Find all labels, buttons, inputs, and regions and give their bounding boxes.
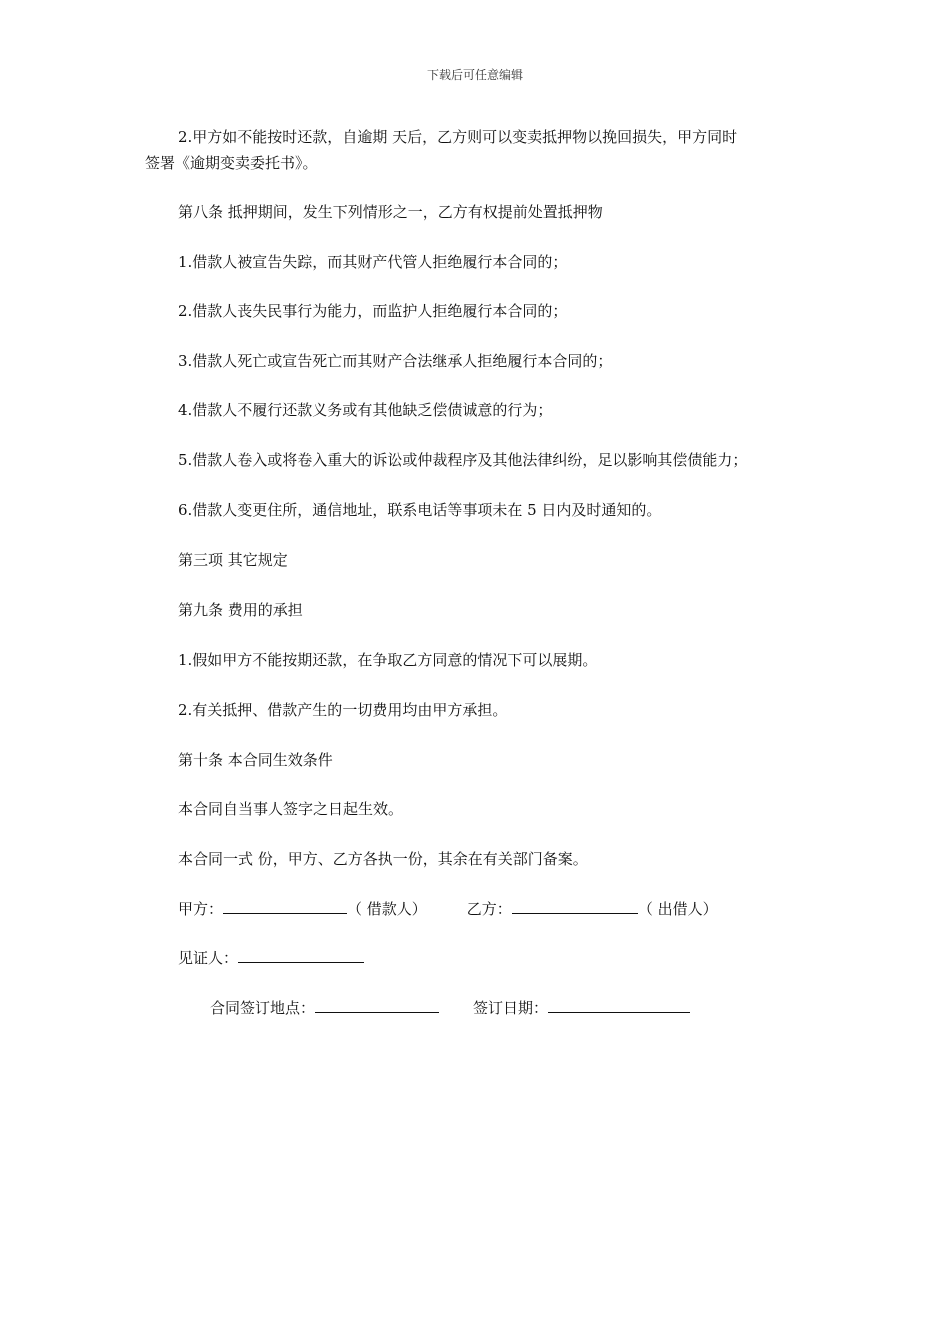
signing-place-blank[interactable] — [315, 998, 439, 1013]
signing-date-blank[interactable] — [548, 998, 690, 1013]
party-a-label: 甲方： — [178, 900, 224, 918]
signing-date-label: 签订日期： — [473, 999, 549, 1017]
clause-7-2-line-1: 2.甲方如不能按时还款，自逾期 天后，乙方则可以变卖抵押物以挽回损失，甲方同时 — [178, 128, 738, 146]
article-8-item-5: 5.借款人卷入或将卷入重大的诉讼或仲裁程序及其他法律纠纷，足以影响其偿债能力； — [178, 451, 748, 469]
party-a-signature-blank[interactable] — [223, 899, 347, 914]
article-8-heading: 第八条 抵押期间，发生下列情形之一，乙方有权提前处置抵押物 — [178, 203, 603, 221]
article-8-item-3: 3.借款人死亡或宣告死亡而其财产合法继承人拒绝履行本合同的； — [178, 352, 613, 370]
article-8-item-1: 1.借款人被宣告失踪，而其财产代管人拒绝履行本合同的； — [178, 253, 568, 271]
section-3-heading: 第三项 其它规定 — [178, 551, 288, 569]
witness-label: 见证人： — [178, 949, 239, 967]
party-b-signature-blank[interactable] — [512, 899, 638, 914]
article-8-item-2: 2.借款人丧失民事行为能力，而监护人拒绝履行本合同的； — [178, 302, 568, 320]
article-9-item-2: 2.有关抵押、借款产生的一切费用均由甲方承担。 — [178, 701, 508, 719]
party-a-role: （ 借款人） — [347, 900, 427, 918]
place-date-row — [210, 997, 690, 1019]
witness-signature-blank[interactable] — [238, 948, 364, 963]
article-10-text-2: 本合同一式 份，甲方、乙方各执一份，其余在有关部门备案。 — [178, 850, 588, 868]
article-10-heading: 第十条 本合同生效条件 — [178, 751, 333, 769]
article-9-item-1: 1.假如甲方不能按期还款，在争取乙方同意的情况下可以展期。 — [178, 651, 598, 669]
clause-7-2-line-2: 签署《逾期变卖委托书》。 — [145, 154, 318, 172]
party-b-label: 乙方： — [466, 900, 512, 918]
witness-row — [178, 947, 364, 969]
party-signature-row — [178, 898, 718, 920]
signing-place-label: 合同签订地点： — [210, 999, 316, 1017]
article-8-item-6: 6.借款人变更住所，通信地址，联系电话等事项未在 5 日内及时通知的。 — [178, 501, 662, 519]
article-8-item-4: 4.借款人不履行还款义务或有其他缺乏偿债诚意的行为； — [178, 401, 553, 419]
article-10-text-1: 本合同自当事人签字之日起生效。 — [178, 800, 404, 818]
article-9-heading: 第九条 费用的承担 — [178, 601, 303, 619]
page-header: 下载后可任意编辑 — [426, 68, 523, 82]
party-b-role: （ 出借人） — [637, 900, 718, 918]
